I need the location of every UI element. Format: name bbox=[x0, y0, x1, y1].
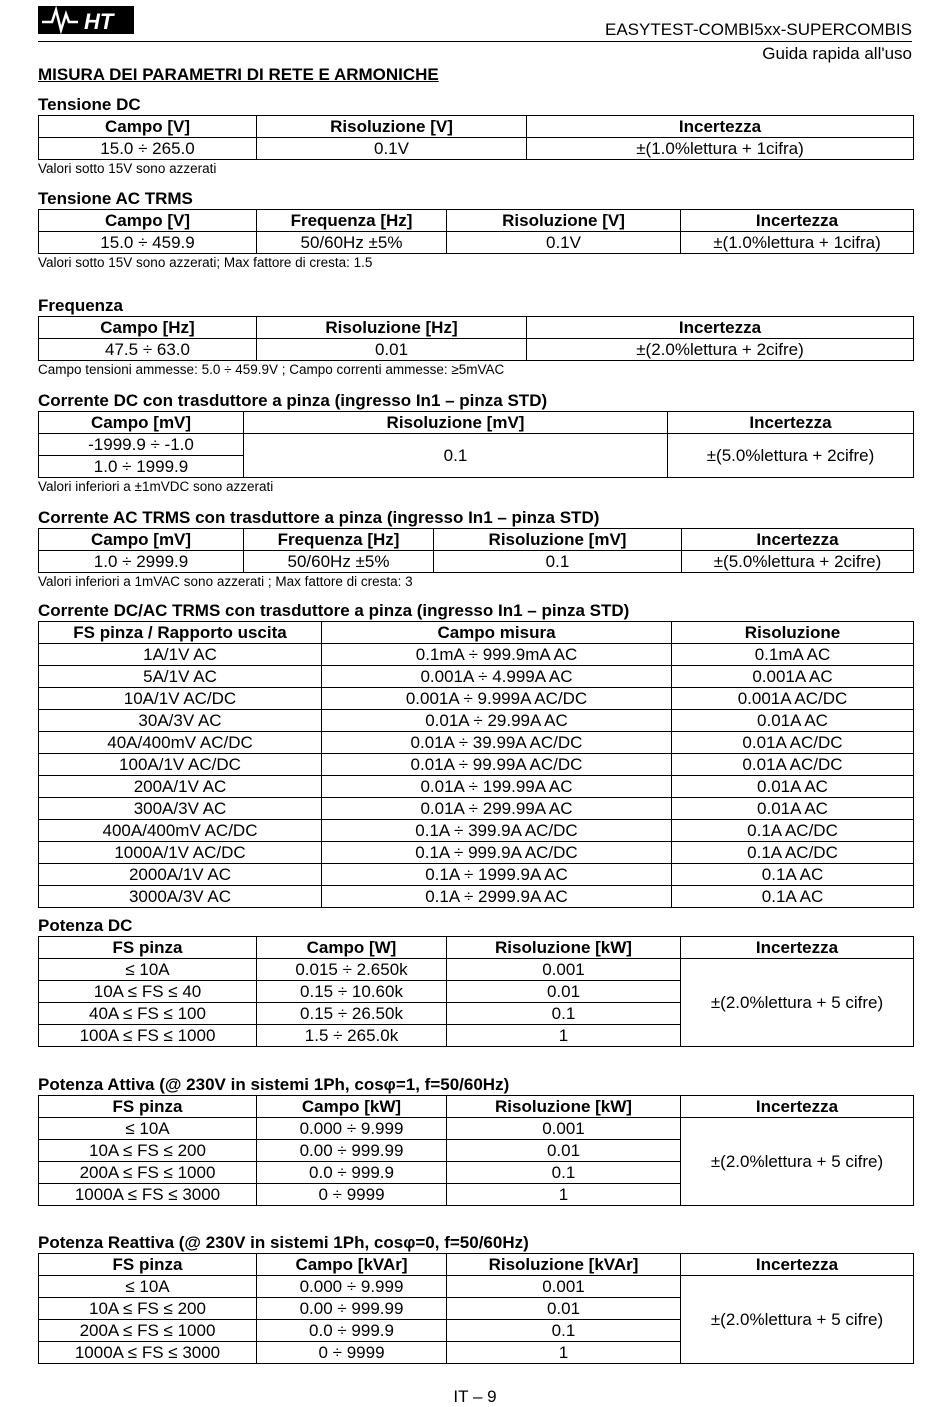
header-cell: Campo misura bbox=[322, 622, 672, 644]
table-cell: 1.0 ÷ 2999.9 bbox=[39, 551, 244, 573]
table-header-row bbox=[39, 1096, 914, 1118]
section-title: Tensione DC bbox=[38, 95, 141, 114]
table-cell: 0.1V bbox=[257, 138, 527, 160]
table-cell: 0.01 bbox=[447, 981, 681, 1003]
merged-resolution-cell: 0.1 bbox=[244, 434, 668, 478]
table-cell: 400A/400mV AC/DC bbox=[39, 820, 322, 842]
spec-table bbox=[38, 621, 914, 908]
table-header-row bbox=[39, 1254, 914, 1276]
table-cell: 0.1A AC bbox=[672, 886, 914, 908]
table-cell: 1000A/1V AC/DC bbox=[39, 842, 322, 864]
page-number: IT – 9 bbox=[453, 1387, 497, 1406]
table-row bbox=[39, 820, 914, 842]
table-cell: 0.015 ÷ 2.650k bbox=[257, 959, 447, 981]
table-cell: 50/60Hz ±5% bbox=[257, 232, 447, 254]
table-cell: 0.01A AC/DC bbox=[672, 754, 914, 776]
table-cell: 0.1A AC bbox=[672, 864, 914, 886]
table-cell: 0.001A AC bbox=[672, 666, 914, 688]
section-potenza-dc bbox=[38, 916, 913, 1047]
table-cell: 10A ≤ FS ≤ 200 bbox=[39, 1298, 257, 1320]
table-row bbox=[39, 551, 914, 573]
merged-uncertainty-cell: ±(5.0%lettura + 2cifre) bbox=[668, 434, 914, 478]
table-note: Campo tensioni ammesse: 5.0 ÷ 459.9V ; Campo correnti ammesse: ≥5mVAC bbox=[38, 362, 505, 377]
table-cell: 100A ≤ FS ≤ 1000 bbox=[39, 1025, 257, 1047]
merged-uncertainty-cell: ±(2.0%lettura + 5 cifre) bbox=[681, 1276, 914, 1364]
table-cell: 15.0 ÷ 459.9 bbox=[39, 232, 257, 254]
table-cell: 0 ÷ 9999 bbox=[257, 1184, 447, 1206]
table-cell: 0.1A AC/DC bbox=[672, 842, 914, 864]
table-cell: 1.0 ÷ 1999.9 bbox=[39, 456, 244, 478]
spec-table bbox=[38, 1095, 914, 1206]
table-cell: 2000A/1V AC bbox=[39, 864, 322, 886]
table-row bbox=[39, 666, 914, 688]
section-title: Frequenza bbox=[38, 296, 124, 315]
table-note: Valori inferiori a 1mVAC sono azzerati ; Max fattore di cresta: 3 bbox=[38, 574, 413, 589]
table-header-row bbox=[39, 210, 914, 232]
table-cell: 0.01A ÷ 39.99A AC/DC bbox=[322, 732, 672, 754]
spec-table bbox=[38, 411, 914, 478]
table-cell: 0.1V bbox=[447, 232, 681, 254]
table-cell: 0.00 ÷ 999.99 bbox=[257, 1298, 447, 1320]
table-row bbox=[39, 732, 914, 754]
section-corrente-ac bbox=[38, 508, 913, 590]
table-row bbox=[39, 1118, 914, 1140]
header-cell: Risoluzione [V] bbox=[257, 116, 527, 138]
table-cell: 0.01A ÷ 299.99A AC bbox=[322, 798, 672, 820]
table-row bbox=[39, 886, 914, 908]
page-header bbox=[38, 0, 912, 44]
logo-text: HT bbox=[84, 9, 114, 34]
table-cell: 1 bbox=[447, 1342, 681, 1364]
header-cell: Campo [Hz] bbox=[39, 317, 257, 339]
table-row bbox=[39, 434, 914, 456]
table-cell: 0.1A ÷ 1999.9A AC bbox=[322, 864, 672, 886]
table-row bbox=[39, 959, 914, 981]
table-row bbox=[39, 776, 914, 798]
section-corrente-dc bbox=[38, 391, 913, 495]
table-cell: 1000A ≤ FS ≤ 3000 bbox=[39, 1342, 257, 1364]
table-header-row bbox=[39, 116, 914, 138]
table-row bbox=[39, 864, 914, 886]
table-cell: 1000A ≤ FS ≤ 3000 bbox=[39, 1184, 257, 1206]
table-cell: ≤ 10A bbox=[39, 1276, 257, 1298]
section-tensione-dc bbox=[38, 95, 913, 177]
table-cell: 5A/1V AC bbox=[39, 666, 322, 688]
table-header-row bbox=[39, 412, 914, 434]
ht-logo-icon bbox=[38, 2, 136, 36]
table-cell: 0.000 ÷ 9.999 bbox=[257, 1276, 447, 1298]
table-cell: -1999.9 ÷ -1.0 bbox=[39, 434, 244, 456]
header-cell: Incertezza bbox=[682, 529, 914, 551]
table-cell: 0.01A AC bbox=[672, 710, 914, 732]
header-cell: Risoluzione [mV] bbox=[434, 529, 682, 551]
header-cell: Incertezza bbox=[681, 937, 914, 959]
section-title: Potenza Attiva (@ 230V in sistemi 1Ph, cosφ=1, f=50/60Hz) bbox=[38, 1075, 510, 1094]
table-note: Valori sotto 15V sono azzerati bbox=[38, 161, 217, 176]
header-cell: FS pinza / Rapporto uscita bbox=[39, 622, 322, 644]
section-title: Potenza Reattiva (@ 230V in sistemi 1Ph, cosφ=0, f=50/60Hz) bbox=[38, 1233, 529, 1252]
section-corrente-dcac bbox=[38, 601, 913, 908]
table-row bbox=[39, 138, 914, 160]
table-cell: 0.01A ÷ 99.99A AC/DC bbox=[322, 754, 672, 776]
spec-table bbox=[38, 209, 914, 254]
table-cell: 0.001 bbox=[447, 1276, 681, 1298]
table-cell: ±(2.0%lettura + 2cifre) bbox=[527, 339, 914, 361]
spec-table bbox=[38, 936, 914, 1047]
section-title: Corrente DC con trasduttore a pinza (ingresso In1 – pinza STD) bbox=[38, 391, 548, 410]
header-cell: Campo [mV] bbox=[39, 529, 244, 551]
table-cell: 0.1mA ÷ 999.9mA AC bbox=[322, 644, 672, 666]
table-cell: 40A ≤ FS ≤ 100 bbox=[39, 1003, 257, 1025]
table-row bbox=[39, 754, 914, 776]
table-cell: 0.0 ÷ 999.9 bbox=[257, 1320, 447, 1342]
spec-table bbox=[38, 528, 914, 573]
table-cell: ±(1.0%lettura + 1cifra) bbox=[681, 232, 914, 254]
table-cell: 0.01A AC bbox=[672, 776, 914, 798]
table-cell: 0.01A AC bbox=[672, 798, 914, 820]
table-row bbox=[39, 339, 914, 361]
table-cell: 1 bbox=[447, 1184, 681, 1206]
table-header-row bbox=[39, 317, 914, 339]
table-cell: 0.1A ÷ 399.9A AC/DC bbox=[322, 820, 672, 842]
header-cell: Risoluzione [Hz] bbox=[257, 317, 527, 339]
table-cell: 100A/1V AC/DC bbox=[39, 754, 322, 776]
table-row bbox=[39, 842, 914, 864]
spec-table bbox=[38, 1253, 914, 1364]
table-cell: 0.001A ÷ 4.999A AC bbox=[322, 666, 672, 688]
table-cell: 0.01A AC/DC bbox=[672, 732, 914, 754]
guide-subtitle: Guida rapida all'uso bbox=[762, 44, 912, 63]
page-title: MISURA DEI PARAMETRI DI RETE E ARMONICHE bbox=[38, 65, 439, 84]
merged-uncertainty-cell: ±(2.0%lettura + 5 cifre) bbox=[681, 959, 914, 1047]
table-cell: ≤ 10A bbox=[39, 1118, 257, 1140]
table-row bbox=[39, 688, 914, 710]
table-cell: 200A ≤ FS ≤ 1000 bbox=[39, 1320, 257, 1342]
table-cell: 0.0 ÷ 999.9 bbox=[257, 1162, 447, 1184]
header-cell: Incertezza bbox=[681, 1096, 914, 1118]
table-cell: 0.001A AC/DC bbox=[672, 688, 914, 710]
table-cell: 0.1 bbox=[434, 551, 682, 573]
header-cell: Campo [kVAr] bbox=[257, 1254, 447, 1276]
table-cell: ≤ 10A bbox=[39, 959, 257, 981]
header-divider bbox=[38, 41, 912, 42]
table-cell: 0.15 ÷ 26.50k bbox=[257, 1003, 447, 1025]
header-cell: Risoluzione [kVAr] bbox=[447, 1254, 681, 1276]
table-cell: 0.01A ÷ 29.99A AC bbox=[322, 710, 672, 732]
table-row bbox=[39, 710, 914, 732]
table-header-row bbox=[39, 529, 914, 551]
table-cell: 0.001 bbox=[447, 1118, 681, 1140]
section-title: Tensione AC TRMS bbox=[38, 189, 193, 208]
header-cell: Incertezza bbox=[681, 1254, 914, 1276]
header-cell: Campo [V] bbox=[39, 210, 257, 232]
table-cell: 0.01A ÷ 199.99A AC bbox=[322, 776, 672, 798]
table-cell: 40A/400mV AC/DC bbox=[39, 732, 322, 754]
table-cell: 3000A/3V AC bbox=[39, 886, 322, 908]
table-cell: 300A/3V AC bbox=[39, 798, 322, 820]
table-cell: 10A/1V AC/DC bbox=[39, 688, 322, 710]
header-cell: Frequenza [Hz] bbox=[244, 529, 434, 551]
table-cell: 200A/1V AC bbox=[39, 776, 322, 798]
section-tensione-ac bbox=[38, 189, 913, 271]
table-cell: 10A ≤ FS ≤ 40 bbox=[39, 981, 257, 1003]
table-cell: 0.1 bbox=[447, 1320, 681, 1342]
header-cell: Incertezza bbox=[668, 412, 914, 434]
table-cell: 1 bbox=[447, 1025, 681, 1047]
header-cell: Risoluzione [V] bbox=[447, 210, 681, 232]
spec-table bbox=[38, 316, 914, 361]
table-cell: 10A ≤ FS ≤ 200 bbox=[39, 1140, 257, 1162]
header-cell: Risoluzione [kW] bbox=[447, 937, 681, 959]
header-cell: Campo [mV] bbox=[39, 412, 244, 434]
table-cell: ±(5.0%lettura + 2cifre) bbox=[682, 551, 914, 573]
header-cell: Risoluzione [mV] bbox=[244, 412, 668, 434]
table-cell: 0.15 ÷ 10.60k bbox=[257, 981, 447, 1003]
table-row bbox=[39, 798, 914, 820]
table-cell: 0.01 bbox=[257, 339, 527, 361]
header-cell: Risoluzione bbox=[672, 622, 914, 644]
table-cell: 0.01 bbox=[447, 1298, 681, 1320]
section-title: Corrente DC/AC TRMS con trasduttore a pinza (ingresso In1 – pinza STD) bbox=[38, 601, 630, 620]
spec-table bbox=[38, 115, 914, 160]
header-cell: FS pinza bbox=[39, 1096, 257, 1118]
header-cell: Campo [W] bbox=[257, 937, 447, 959]
table-cell: 0 ÷ 9999 bbox=[257, 1342, 447, 1364]
model-name: EASYTEST-COMBI5xx-SUPERCOMBIS bbox=[605, 20, 912, 39]
table-cell: 0.1A AC/DC bbox=[672, 820, 914, 842]
table-cell: 0.01 bbox=[447, 1140, 681, 1162]
table-cell: 1A/1V AC bbox=[39, 644, 322, 666]
table-header-row bbox=[39, 622, 914, 644]
section-title: Corrente AC TRMS con trasduttore a pinza (ingresso In1 – pinza STD) bbox=[38, 508, 600, 527]
table-cell: 50/60Hz ±5% bbox=[244, 551, 434, 573]
table-cell: 200A ≤ FS ≤ 1000 bbox=[39, 1162, 257, 1184]
header-cell: FS pinza bbox=[39, 937, 257, 959]
section-potenza-reattiva bbox=[38, 1233, 913, 1364]
table-cell: 0.00 ÷ 999.99 bbox=[257, 1140, 447, 1162]
table-cell: 0.001 bbox=[447, 959, 681, 981]
table-cell: 30A/3V AC bbox=[39, 710, 322, 732]
table-cell: 1.5 ÷ 265.0k bbox=[257, 1025, 447, 1047]
table-cell: 0.1mA AC bbox=[672, 644, 914, 666]
table-note: Valori sotto 15V sono azzerati; Max fattore di cresta: 1.5 bbox=[38, 255, 373, 270]
table-cell: 0.1 bbox=[447, 1162, 681, 1184]
header-cell: FS pinza bbox=[39, 1254, 257, 1276]
header-cell: Frequenza [Hz] bbox=[257, 210, 447, 232]
table-cell: 15.0 ÷ 265.0 bbox=[39, 138, 257, 160]
table-cell: 0.000 ÷ 9.999 bbox=[257, 1118, 447, 1140]
table-cell: 0.1 bbox=[447, 1003, 681, 1025]
table-header-row bbox=[39, 937, 914, 959]
table-row bbox=[39, 1276, 914, 1298]
table-row bbox=[39, 644, 914, 666]
table-cell: ±(1.0%lettura + 1cifra) bbox=[527, 138, 914, 160]
section-frequenza bbox=[38, 296, 913, 378]
header-cell: Campo [kW] bbox=[257, 1096, 447, 1118]
table-note: Valori inferiori a ±1mVDC sono azzerati bbox=[38, 479, 274, 494]
table-cell: 0.1A ÷ 2999.9A AC bbox=[322, 886, 672, 908]
section-potenza-attiva bbox=[38, 1075, 913, 1206]
table-cell: 0.001A ÷ 9.999A AC/DC bbox=[322, 688, 672, 710]
header-cell: Incertezza bbox=[527, 116, 914, 138]
merged-uncertainty-cell: ±(2.0%lettura + 5 cifre) bbox=[681, 1118, 914, 1206]
table-row bbox=[39, 232, 914, 254]
header-cell: Incertezza bbox=[681, 210, 914, 232]
table-cell: 0.1A ÷ 999.9A AC/DC bbox=[322, 842, 672, 864]
header-cell: Incertezza bbox=[527, 317, 914, 339]
table-cell: 47.5 ÷ 63.0 bbox=[39, 339, 257, 361]
header-cell: Campo [V] bbox=[39, 116, 257, 138]
section-title: Potenza DC bbox=[38, 916, 133, 935]
header-cell: Risoluzione [kW] bbox=[447, 1096, 681, 1118]
